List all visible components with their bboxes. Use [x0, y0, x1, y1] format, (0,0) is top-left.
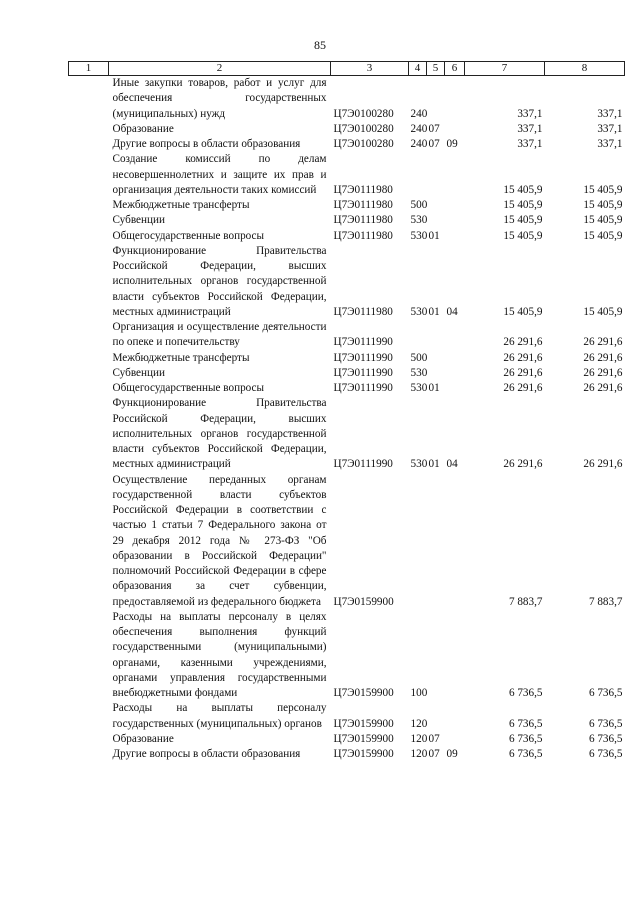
row-name-cell: Субвенции: [112, 366, 165, 379]
table-row: [69, 366, 625, 381]
budget-table: [68, 61, 625, 762]
subsection-code: [445, 320, 465, 351]
subsection-code: [445, 610, 465, 702]
column-header-4: 4: [409, 62, 427, 76]
row-number-cell: [69, 732, 109, 747]
target-article-code: Ц7Э0111990: [333, 458, 393, 471]
expense-type-code: 530: [410, 214, 428, 227]
section-code: [427, 610, 445, 702]
table-row: [69, 213, 625, 228]
section-code: [427, 198, 445, 213]
table-row: [69, 198, 625, 213]
table-row: [69, 320, 625, 351]
expense-type-code: 120: [410, 748, 428, 760]
section-code: 07: [428, 138, 440, 150]
header-row: [69, 62, 625, 76]
table-row: [69, 473, 625, 610]
section-code: 01: [428, 382, 440, 394]
target-article-code: Ц7Э0111980: [333, 229, 393, 242]
amount-col-8: 337,1: [597, 122, 623, 135]
row-name-cell: Общегосударственные вопросы: [112, 229, 265, 242]
row-number-cell: [69, 137, 109, 152]
row-name-cell: Функционирование Правительства Российской Федерации, высших исполнительных органов государственной власти субъектов Российской Федерации, местных администраций: [112, 244, 327, 318]
amount-col-7: 337,1: [517, 107, 543, 120]
table-row: [69, 610, 625, 702]
target-article-code: Ц7Э0100280: [333, 138, 394, 150]
row-number-cell: [69, 366, 109, 381]
subsection-code: [445, 122, 465, 137]
amount-col-8: 15 405,9: [583, 229, 623, 242]
column-header-5: 5: [427, 62, 445, 76]
target-article-code: Ц7Э0159900: [333, 748, 394, 760]
row-number-cell: [69, 381, 109, 396]
row-name-cell: Иные закупки товаров, работ и услуг для обеспечения государственных (муниципальных) нужд: [112, 77, 327, 120]
subsection-code: 04: [446, 458, 458, 471]
column-header-8: 8: [545, 62, 625, 76]
amount-col-8: 15 405,9: [583, 183, 623, 196]
amount-col-8: 6 736,5: [588, 687, 623, 699]
row-number-cell: [69, 76, 109, 122]
expense-type-code: 500: [410, 199, 428, 211]
row-number-cell: [69, 198, 109, 213]
column-header-6: 6: [445, 62, 465, 76]
target-article-code: Ц7Э0111980: [333, 214, 393, 227]
subsection-code: 04: [446, 305, 458, 318]
subsection-code: [445, 229, 465, 244]
row-name-cell: Общегосударственные вопросы: [112, 382, 265, 394]
table-row: [69, 244, 625, 320]
row-number-cell: [69, 473, 109, 610]
section-code: 01: [428, 229, 440, 242]
section-code: [427, 213, 445, 228]
column-header-7: 7: [465, 62, 545, 76]
table-body: [69, 76, 625, 763]
expense-type-code: 530: [410, 458, 428, 471]
section-code: 01: [428, 458, 440, 471]
amount-col-7: 26 291,6: [503, 351, 543, 364]
subsection-code: [445, 198, 465, 213]
expense-type-code: 240: [410, 138, 428, 150]
target-article-code: Ц7Э0111980: [333, 199, 393, 211]
amount-col-7: 26 291,6: [503, 458, 543, 471]
amount-col-7: 6 736,5: [508, 717, 543, 730]
amount-col-7: 337,1: [517, 122, 543, 135]
row-name-cell: Межбюджетные трансферты: [112, 351, 250, 364]
section-code: [427, 152, 445, 198]
expense-type-code: 240: [410, 107, 428, 120]
amount-col-8: 15 405,9: [583, 199, 623, 211]
subsection-code: 09: [446, 138, 458, 150]
section-code: [427, 473, 445, 610]
table-row: [69, 701, 625, 732]
amount-col-7: 15 405,9: [503, 305, 543, 318]
subsection-code: [445, 76, 465, 122]
row-number-cell: [69, 213, 109, 228]
table-row: [69, 396, 625, 472]
subsection-code: [445, 732, 465, 747]
section-code: [427, 320, 445, 351]
target-article-code: Ц7Э0159900: [333, 687, 394, 699]
row-number-cell: [69, 701, 109, 732]
table-row: [69, 76, 625, 122]
row-name-cell: Субвенции: [112, 214, 165, 227]
amount-col-7: 7 883,7: [508, 595, 543, 608]
amount-col-7: 26 291,6: [503, 366, 543, 379]
section-code: 01: [428, 305, 440, 318]
row-number-cell: [69, 229, 109, 244]
row-name-cell: Образование: [112, 732, 174, 745]
amount-col-8: 6 736,5: [588, 717, 623, 730]
row-number-cell: [69, 122, 109, 137]
row-number-cell: [69, 351, 109, 366]
target-article-code: Ц7Э0159900: [333, 595, 394, 608]
row-name-cell: Другие вопросы в области образования: [112, 138, 301, 150]
row-number-cell: [69, 152, 109, 198]
amount-col-8: 26 291,6: [583, 382, 623, 394]
target-article-code: Ц7Э0159900: [333, 732, 394, 745]
expense-type-code: 120: [410, 732, 428, 745]
section-code: [427, 76, 445, 122]
amount-col-8: 26 291,6: [583, 458, 623, 471]
target-article-code: Ц7Э0100280: [333, 107, 394, 120]
row-name-cell: Функционирование Правительства Российской Федерации, высших исполнительных органов государственной власти субъектов Российской Федерации, местных администраций: [112, 397, 327, 471]
target-article-code: Ц7Э0159900: [333, 717, 394, 730]
amount-col-7: 6 736,5: [508, 748, 543, 760]
amount-col-7: 337,1: [517, 138, 543, 150]
section-code: [427, 366, 445, 381]
row-name-cell: Образование: [112, 122, 174, 135]
subsection-code: [445, 381, 465, 396]
amount-col-8: 26 291,6: [583, 336, 623, 349]
row-name-cell: Осуществление переданных органам государственной власти субъектов Российской Федерации в соответствии с частью 1 статьи 7 Федерального закона от 29 декабря 2012 года № 273-ФЗ "Об образовании в Российской Федерации" полномочий Российской Федерации в сфере образования за счет субвенции, предоставляемой из федерального бюджета: [112, 473, 327, 608]
amount-col-8: 26 291,6: [583, 351, 623, 364]
amount-col-7: 26 291,6: [503, 336, 543, 349]
amount-col-7: 6 736,5: [508, 687, 543, 699]
table-row: [69, 122, 625, 137]
row-name-cell: Организация и осуществление деятельности по опеке и попечительству: [112, 321, 327, 349]
target-article-code: Ц7Э0111990: [333, 366, 393, 379]
expense-type-code: [409, 473, 427, 610]
subsection-code: [445, 701, 465, 732]
subsection-code: [445, 366, 465, 381]
row-name-cell: Создание комиссий по делам несовершеннолетних и защите их прав и организация деятельности таких комиссий: [112, 153, 327, 196]
amount-col-8: 26 291,6: [583, 366, 623, 379]
subsection-code: [445, 473, 465, 610]
target-article-code: Ц7Э0100280: [333, 122, 394, 135]
amount-col-7: 15 405,9: [503, 199, 543, 211]
row-number-cell: [69, 747, 109, 762]
amount-col-7: 26 291,6: [503, 382, 543, 394]
row-number-cell: [69, 244, 109, 320]
row-number-cell: [69, 610, 109, 702]
target-article-code: Ц7Э0111990: [333, 382, 393, 394]
table-row: [69, 747, 625, 762]
expense-type-code: 120: [410, 717, 428, 730]
amount-col-8: 7 883,7: [588, 595, 623, 608]
row-name-cell: Межбюджетные трансферты: [112, 199, 250, 211]
expense-type-code: [409, 320, 427, 351]
amount-col-8: 6 736,5: [588, 748, 623, 760]
amount-col-8: 15 405,9: [583, 214, 623, 227]
subsection-code: [445, 351, 465, 366]
table-header: [69, 62, 625, 76]
row-number-cell: [69, 396, 109, 472]
page-number: 85: [314, 38, 326, 52]
subsection-code: [445, 213, 465, 228]
expense-type-code: 240: [410, 122, 428, 135]
expense-type-code: 100: [410, 687, 428, 699]
section-code: 07: [428, 732, 440, 745]
amount-col-8: 15 405,9: [583, 305, 623, 318]
target-article-code: Ц7Э0111990: [333, 351, 393, 364]
amount-col-7: 15 405,9: [503, 183, 543, 196]
expense-type-code: [409, 152, 427, 198]
table-row: [69, 152, 625, 198]
section-code: [427, 701, 445, 732]
row-name-cell: Другие вопросы в области образования: [112, 748, 301, 760]
column-header-2: 2: [109, 62, 331, 76]
amount-col-8: 337,1: [597, 107, 623, 120]
target-article-code: Ц7Э0111980: [333, 183, 393, 196]
expense-type-code: 530: [410, 382, 428, 394]
amount-col-7: 15 405,9: [503, 229, 543, 242]
amount-col-7: 6 736,5: [508, 732, 543, 745]
subsection-code: [445, 152, 465, 198]
column-header-3: 3: [331, 62, 409, 76]
target-article-code: Ц7Э0111980: [333, 305, 393, 318]
row-name-cell: Расходы на выплаты персоналу в целях обеспечения выполнения функций государственными (муниципальными) органами, казенными учреждениями, органами управления государственными внебюджетными фондами: [112, 610, 327, 699]
subsection-code: 09: [446, 748, 458, 760]
column-header-1: 1: [69, 62, 109, 76]
amount-col-8: 6 736,5: [588, 732, 623, 745]
table-row: [69, 732, 625, 747]
section-code: 07: [428, 122, 440, 135]
table-row: [69, 381, 625, 396]
table-row: [69, 229, 625, 244]
expense-type-code: 530: [410, 305, 428, 318]
table-row: [69, 137, 625, 152]
section-code: [427, 351, 445, 366]
section-code: 07: [428, 748, 440, 760]
amount-col-7: 15 405,9: [503, 214, 543, 227]
row-name-cell: Расходы на выплаты персоналу государственных (муниципальных) органов: [112, 702, 327, 730]
expense-type-code: 500: [410, 351, 428, 364]
target-article-code: Ц7Э0111990: [333, 336, 393, 349]
expense-type-code: 530: [410, 366, 428, 379]
table-row: [69, 351, 625, 366]
row-number-cell: [69, 320, 109, 351]
expense-type-code: 530: [410, 229, 428, 242]
amount-col-8: 337,1: [597, 138, 623, 150]
